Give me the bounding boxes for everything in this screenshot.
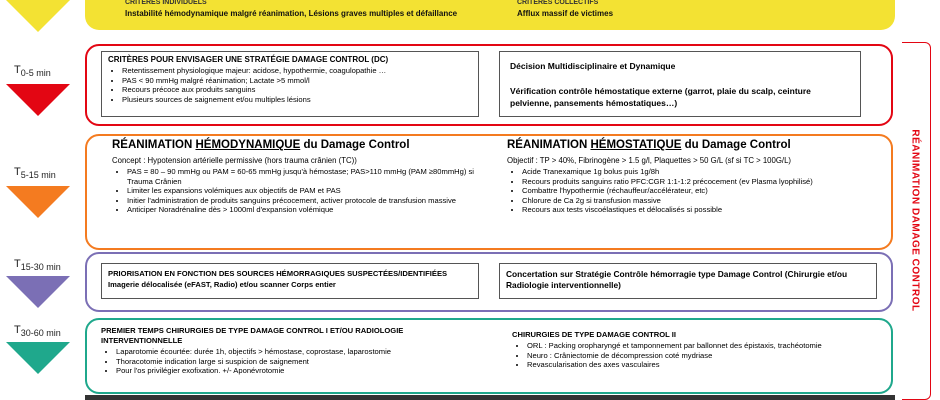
list-item: • Retentissement physiologique majeur: acidose, hypothermie, coagulopathie … xyxy=(122,66,484,76)
list-item: • Pour l'os privilégier exofixation. +/- Aponévrotomie xyxy=(116,366,496,376)
dc2-title: CHIRURGIES DE TYPE DAMAGE CONTROL II xyxy=(512,330,676,339)
red-arrow-icon xyxy=(6,84,70,116)
hemostatic-title: RÉANIMATION HÉMOSTATIQUE du Damage Control xyxy=(507,139,791,151)
list-item: • Acide Tranexamique 1g bolus puis 1g/8h xyxy=(522,167,892,177)
decision-box xyxy=(499,51,861,117)
teal-arrow-icon xyxy=(6,342,70,374)
dc-criteria-box xyxy=(101,51,479,117)
yellow-arrow-icon xyxy=(6,0,70,32)
list-item: • Combattre l'hypothermie (réchauffeur/accélérateur, etc) xyxy=(522,186,892,196)
hemostatic-list xyxy=(510,167,892,215)
list-item: • Recours produits sanguins ratio PFC:CGR 1:1-1:2 précocement (ev Plasma lyophilisé) xyxy=(522,177,892,187)
panel-resuscitation xyxy=(85,134,893,250)
time-label-30-60: $T_{30-60 min}$ xyxy=(14,324,61,339)
dc-criteria-title: CRITÈRES POUR ENVISAGER UNE STRATÉGIE DAMAGE CONTROL (DC) xyxy=(108,55,389,64)
individual-criteria-text: Instabilité hémodynamique malgré réanimation, Lésions graves multiples et défaillance xyxy=(125,9,458,18)
imaging-text: Imagerie délocalisée (eFAST, Radio) et/ou scanner Corps entier xyxy=(108,280,336,289)
list-item: • PAS < 90 mmHg malgré réanimation; Lactate >5 mmol/l xyxy=(122,76,484,86)
hemodynamic-concept: Concept : Hypotension artérielle permissive (hors trauma crânien (TC)) xyxy=(112,156,357,165)
hemodynamic-list xyxy=(115,167,487,215)
prioritization-box xyxy=(101,263,479,299)
list-item: • ORL : Packing oropharyngé et tamponnement par ballonnet des épistaxis, trachéotomie xyxy=(527,341,897,351)
dc2-list xyxy=(515,341,897,370)
list-item: • Limiter les expansions volémiques aux objectifs de PAM et PAS xyxy=(127,186,487,196)
strategy-box xyxy=(499,263,877,299)
list-item: • Revascularisation des axes vasculaires xyxy=(527,360,897,370)
list-item: • Recours précoce aux produits sanguins xyxy=(122,85,484,95)
collective-criteria-title: CRITERES COLLECTIFS xyxy=(517,0,599,6)
dc1-list xyxy=(104,347,496,376)
list-item: • Chlorure de Ca 2g si transfusion massive xyxy=(522,196,892,206)
hemodynamic-title: RÉANIMATION HÉMODYNAMIQUE du Damage Control xyxy=(112,139,410,151)
collective-criteria-text: Afflux massif de victimes xyxy=(517,9,614,18)
panel-dc-criteria xyxy=(85,44,893,126)
list-item: • Plusieurs sources de saignement et/ou multiples lésions xyxy=(122,95,484,105)
bottom-strip xyxy=(85,395,895,400)
list-item: • Thoracotomie indication large si suspicion de saignement xyxy=(116,357,496,367)
time-label-5-15: $T_{5-15 min}$ xyxy=(14,166,56,181)
list-item: • Recours aux tests viscoélastiques et délocalisés si possible xyxy=(522,205,892,215)
external-hemostasis-check: Vérification contrôle hémostatique externe (garrot, plaie du scalp, ceinture pelvienne, pansements hémostatiques…) xyxy=(510,86,811,108)
list-item: • Initier l'administration de produits sanguins précocement, activer protocole de transfusion massive xyxy=(127,196,487,206)
list-item: • Anticiper Noradrénaline dès > 1000ml d'expansion volémique xyxy=(127,205,487,215)
individual-criteria-title: CRITERES INDIVIDUELS xyxy=(125,0,207,6)
strategy-text: Concertation sur Stratégie Contrôle hémorragie type Damage Control (Chirurgie et/ou Radiologie interventionnelle) xyxy=(506,269,848,290)
panel-prioritization xyxy=(85,252,893,312)
decision-title: Décision Multidisciplinaire et Dynamique xyxy=(510,61,676,71)
list-item: • Neuro : Crâniectomie de décompression coté mydriase xyxy=(527,351,897,361)
list-item: • PAS = 80 – 90 mmHg ou PAM = 60-65 mmHg jusqu'à hémostase; PAS>110 mmHg (PAM ≥80mmHg) si Trauma Crânien xyxy=(127,167,487,186)
dc1-title: PREMIER TEMPS CHIRURGIES DE TYPE DAMAGE CONTROL I ET/OU RADIOLOGIE INTERVENTIONNELLE xyxy=(101,326,404,345)
hemostatic-objective: Objectif : TP > 40%, Fibrinogène > 1.5 g/l, Plaquettes > 50 G/L (sf si TC > 100G/L) xyxy=(507,156,792,165)
time-label-0-5: $T_{0-5 min}$ xyxy=(14,64,51,79)
prioritization-title: PRIORISATION EN FONCTION DES SOURCES HÉMORRAGIQUES SUSPECTÉES/IDENTIFIÉES xyxy=(108,269,448,278)
list-item: • Laparotomie écourtée: durée 1h, objectifs > hémostase, coprostase, laparostomie xyxy=(116,347,496,357)
individual-collective-criteria-band xyxy=(85,0,895,30)
purple-arrow-icon xyxy=(6,276,70,308)
time-label-15-30: $T_{15-30 min}$ xyxy=(14,258,61,273)
orange-arrow-icon xyxy=(6,186,70,218)
dc-criteria-list xyxy=(110,66,484,104)
panel-surgery xyxy=(85,318,893,394)
side-label: RÉANIMATION DAMAGE CONTROL xyxy=(909,128,921,312)
